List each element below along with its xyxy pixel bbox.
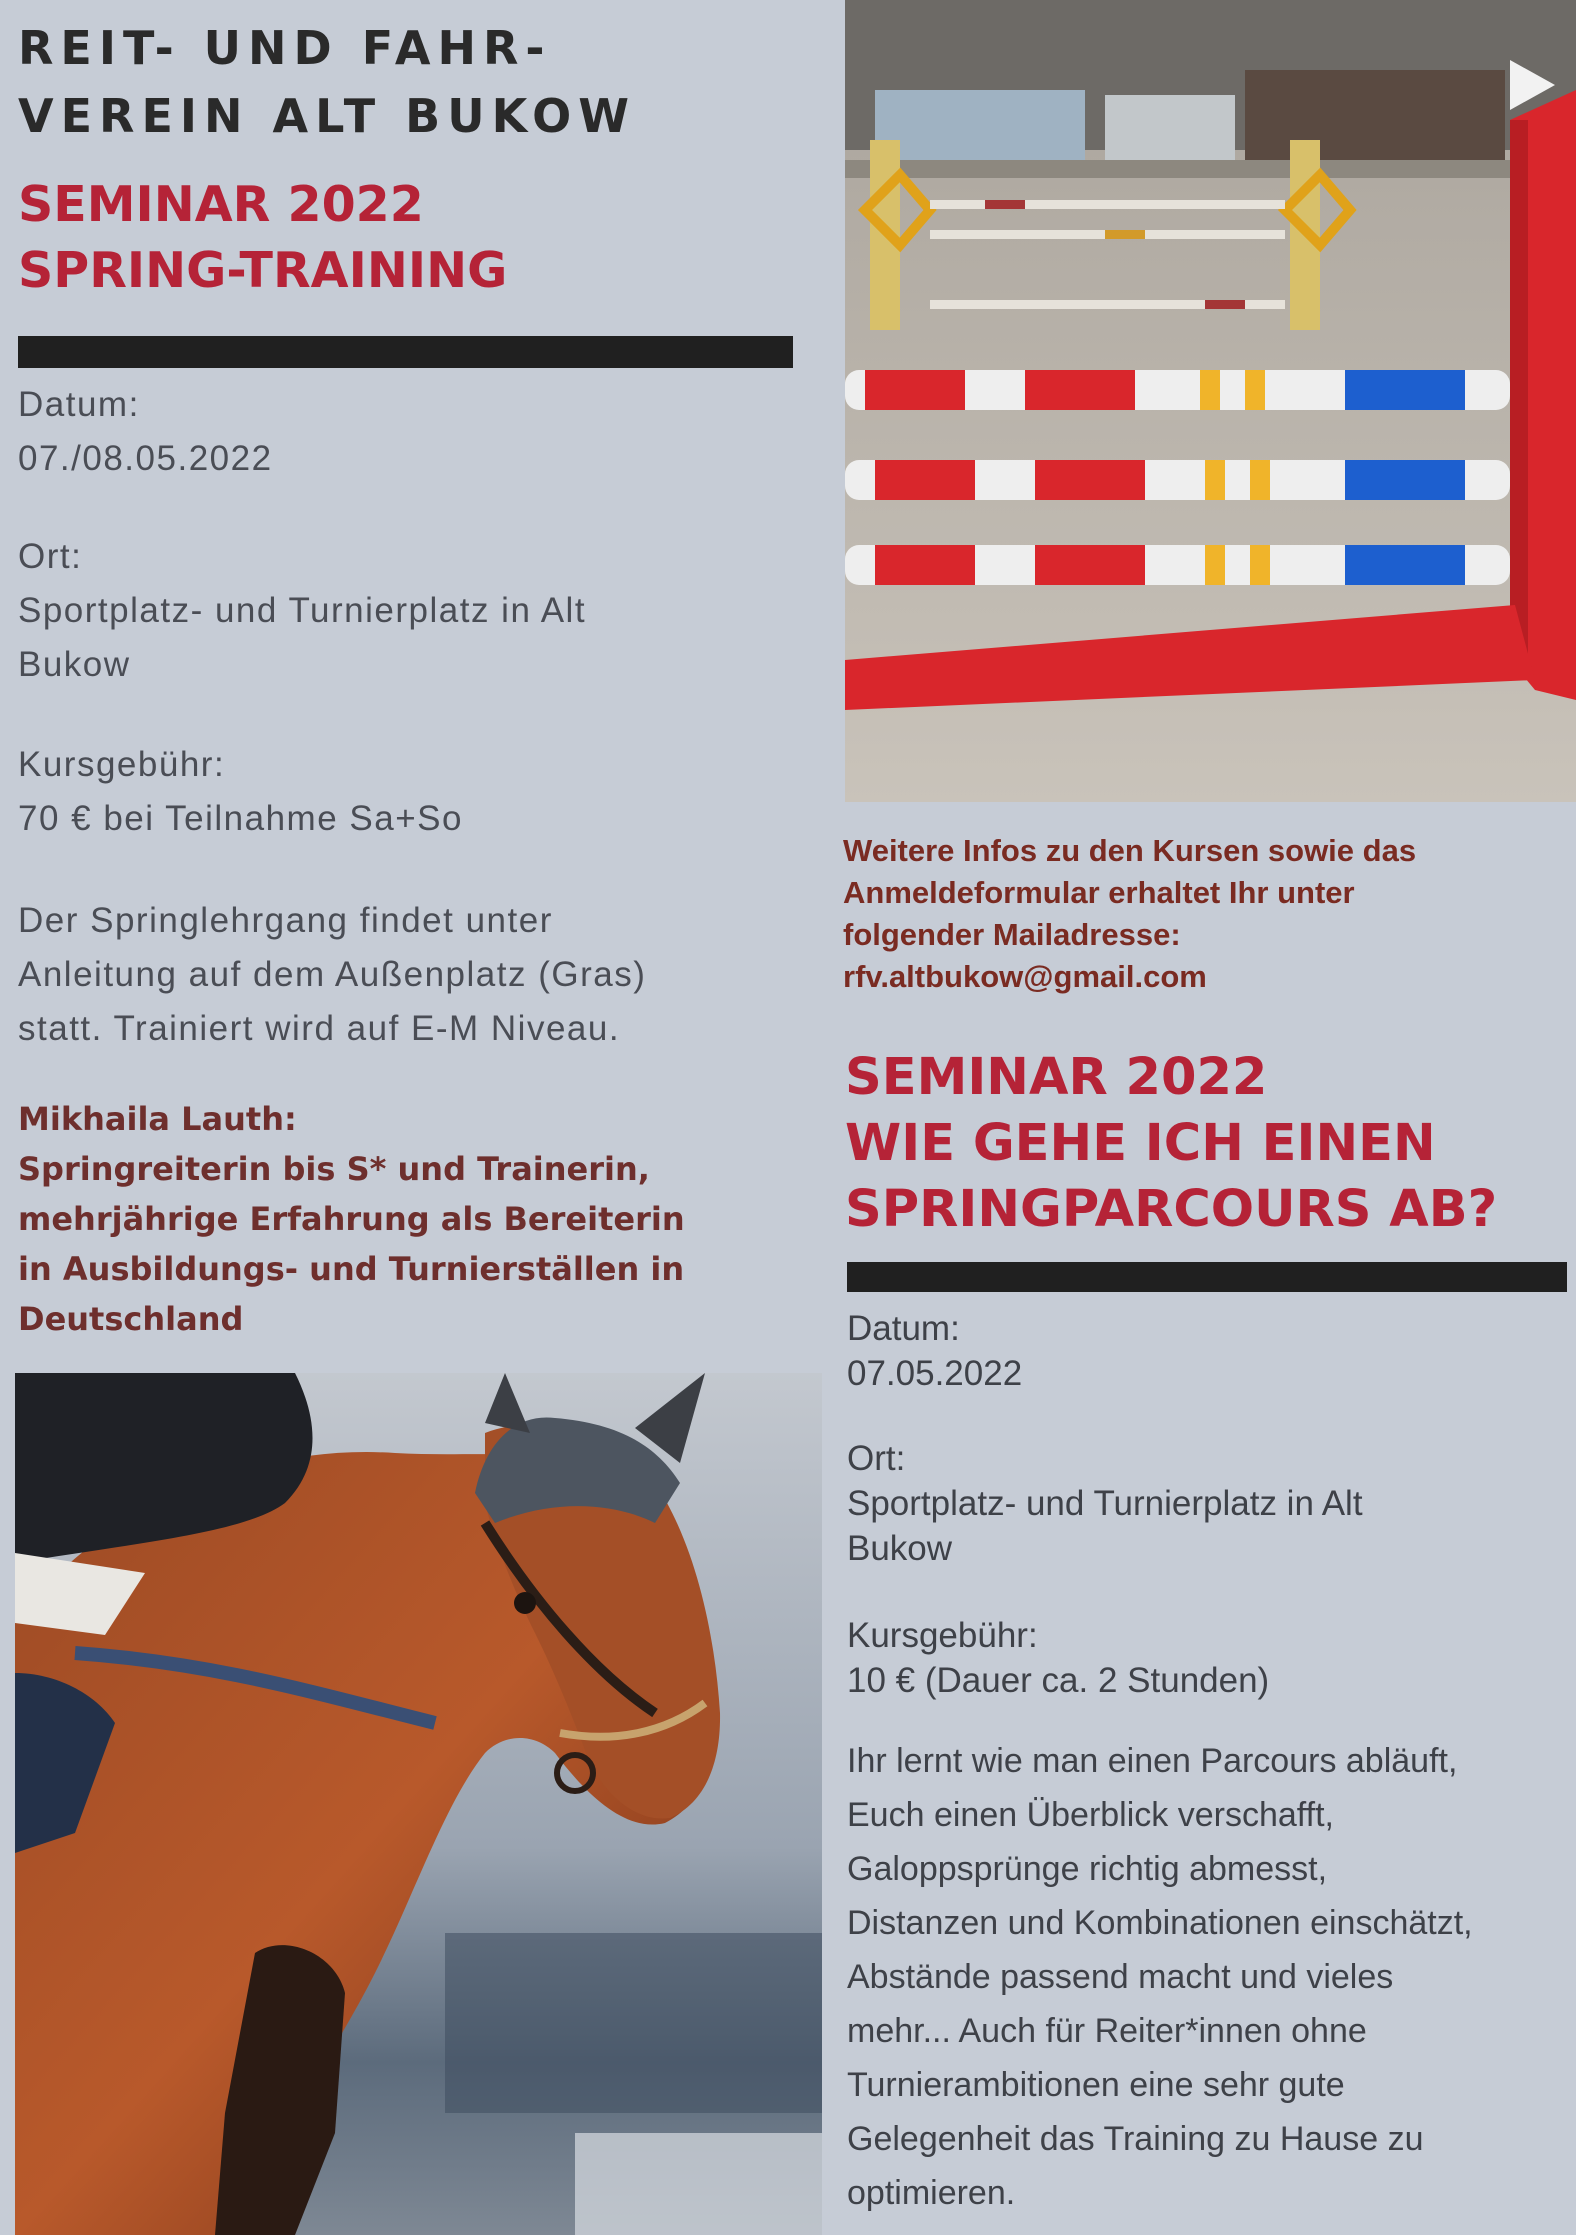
seminar1-desc-line3: statt. Trainiert wird auf E-M Niveau. (18, 1009, 621, 1048)
club-name (18, 14, 798, 150)
seminar2-desc-line: mehr... Auch für Reiter*innen ohne (847, 2012, 1367, 2050)
seminar2-date-label: Datum: (847, 1309, 960, 1348)
seminar2-fee-value: 10 € (Dauer ca. 2 Stunden) (847, 1661, 1270, 1700)
seminar1-divider (18, 336, 793, 368)
trainer-info (18, 1094, 798, 1344)
seminar2-desc-line: Gelegenheit das Training zu Hause zu (847, 2120, 1424, 2158)
seminar2-place-value-line1: Sportplatz- und Turnierplatz in Alt (847, 1484, 1363, 1523)
seminar1-fee-value: 70 € bei Teilnahme Sa+So (18, 799, 463, 838)
seminar1-date (18, 378, 798, 486)
seminar2-desc-line: Abstände passend macht und vieles (847, 1958, 1394, 1996)
seminar2-date (847, 1306, 1567, 1396)
club-name-line1: REIT- UND FAHR- (18, 21, 552, 75)
seminar1-place (18, 530, 798, 692)
seminar2-description (847, 1734, 1572, 2220)
seminar1-place-value-line2: Bukow (18, 645, 131, 684)
seminar2-place (847, 1436, 1567, 1571)
seminar2-title (845, 1045, 1565, 1243)
seminar2-fee (847, 1613, 1567, 1703)
seminar2-title-line2: WIE GEHE ICH EINEN (845, 1114, 1436, 1173)
trainer-name: Mikhaila Lauth: (18, 1100, 297, 1138)
fence-illustration (845, 0, 1576, 802)
seminar2-desc-line: Turnierambitionen eine sehr gute (847, 2066, 1345, 2104)
contact-info-line3: folgender Mailadresse: (843, 917, 1181, 952)
fence-photo (845, 0, 1576, 802)
seminar2-place-value-line2: Bukow (847, 1529, 953, 1568)
seminar1-desc-line2: Anleitung auf dem Außenplatz (Gras) (18, 955, 647, 994)
seminar2-fee-label: Kursgebühr: (847, 1616, 1038, 1655)
trainer-line4: Deutschland (18, 1300, 244, 1338)
seminar2-desc-line: Euch einen Überblick verschafft, (847, 1796, 1334, 1834)
seminar1-place-value-line1: Sportplatz- und Turnierplatz in Alt (18, 591, 587, 630)
seminar2-date-value: 07.05.2022 (847, 1354, 1023, 1393)
seminar2-desc-line: optimieren. (847, 2174, 1016, 2212)
seminar2-desc-line: Ihr lernt wie man einen Parcours abläuft, (847, 1742, 1458, 1780)
seminar1-fee (18, 738, 798, 846)
horse-illustration (15, 1373, 822, 2235)
contact-info-line1: Weitere Infos zu den Kursen sowie das (843, 833, 1417, 868)
seminar1-title-line1: SEMINAR 2022 (18, 176, 424, 233)
seminar1-date-label: Datum: (18, 385, 140, 424)
seminar1-title-line2: SPRING-TRAINING (18, 242, 508, 299)
seminar1-description (18, 894, 798, 1056)
seminar2-desc-line: Galoppsprünge richtig abmesst, (847, 1850, 1328, 1888)
seminar2-divider (847, 1262, 1567, 1292)
seminar2-title-line1: SEMINAR 2022 (845, 1048, 1268, 1107)
contact-info-line2: Anmeldeformular erhaltet Ihr unter (843, 875, 1355, 910)
contact-email[interactable]: rfv.altbukow@gmail.com (843, 959, 1207, 994)
seminar1-place-label: Ort: (18, 537, 83, 576)
seminar1-fee-label: Kursgebühr: (18, 745, 226, 784)
seminar1-desc-line1: Der Springlehrgang findet unter (18, 901, 553, 940)
trainer-line3: in Ausbildungs- und Turnierställen in (18, 1250, 685, 1288)
horse-photo (15, 1373, 822, 2235)
seminar1-date-value: 07./08.05.2022 (18, 439, 273, 478)
contact-info (843, 830, 1543, 998)
trainer-line1: Springreiterin bis S* und Trainerin, (18, 1150, 650, 1188)
club-name-line2: VEREIN ALT BUKOW (18, 89, 637, 143)
trainer-line2: mehrjährige Erfahrung als Bereiterin (18, 1200, 685, 1238)
seminar1-title (18, 172, 798, 304)
seminar2-title-line3: SPRINGPARCOURS AB? (845, 1180, 1498, 1239)
seminar2-place-label: Ort: (847, 1439, 906, 1478)
seminar2-desc-line: Distanzen und Kombinationen einschätzt, (847, 1904, 1473, 1942)
